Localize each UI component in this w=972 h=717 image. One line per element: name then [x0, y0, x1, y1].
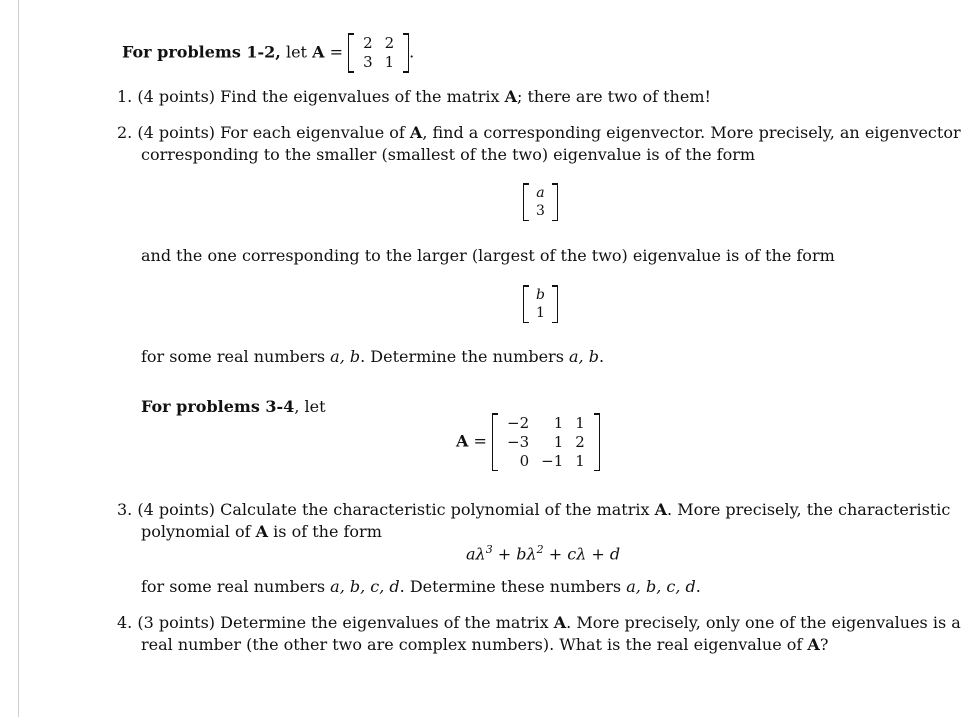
problem-2-line-4: [141, 347, 604, 366]
problem-2-line-3: and the one corresponding to the larger (largest of the two) eigenvalue is of the form: [141, 246, 835, 265]
matrix-entry: 1: [553, 432, 564, 451]
vector-b-1: [523, 285, 558, 323]
vector-a-3: [523, 183, 558, 221]
p4-l2-bold: A: [807, 635, 820, 654]
page-margin-rule: [18, 0, 19, 717]
problem-number: 4.: [117, 613, 133, 632]
p4-l2-b: ?: [819, 635, 829, 654]
vector-bracket: [523, 285, 558, 323]
problem-3-line-1: [117, 500, 950, 519]
matrix-entry: −2: [507, 414, 530, 432]
problem-3-line-3: [141, 577, 701, 596]
matrix-symbol: A: [312, 42, 325, 62]
p2-l4-c: .: [598, 347, 605, 366]
p3-l1-b: . More precisely, the characteristic: [667, 500, 951, 519]
matrix-a-3x3-equation: [456, 413, 600, 471]
p2-l1-b: , find a corresponding eigenvector. More precisely, an eigenvector: [422, 123, 961, 142]
intro-rest: let: [280, 42, 313, 62]
vector-bracket: [523, 183, 558, 221]
p3-l3-a: for some real numbers: [141, 577, 331, 596]
problem-2-line-2: corresponding to the smaller (smallest of the two) eigenvalue is of the form: [141, 145, 756, 164]
problems-1-2-intro: [122, 33, 414, 73]
matrix-entry: 1: [536, 305, 545, 322]
matrix-entry: 2: [384, 34, 395, 52]
p4-l1-a: Determine the eigenvalues of the matrix: [215, 613, 554, 632]
p3-l3-var2: a, b, c, d: [626, 577, 696, 596]
intro-rest: , let: [294, 397, 326, 416]
matrix-entry: 1: [384, 52, 395, 71]
p3-l1-bold: A: [654, 500, 668, 519]
equals-sign: =: [473, 431, 487, 451]
problem-points: (4 points): [137, 87, 216, 106]
p2-l4-var: a, b: [330, 347, 361, 366]
p3-l2-b: is of the form: [268, 522, 382, 541]
poly-a: aλ: [466, 544, 486, 564]
p3-l2-a: polynomial of: [141, 522, 256, 541]
p2-l1-a: For each eigenvalue of: [215, 123, 410, 142]
matrix-entry: 1: [575, 451, 585, 470]
matrix-entry: 1: [553, 414, 564, 432]
problem-number: 1.: [117, 87, 133, 106]
matrix-entry: 3: [363, 52, 373, 71]
poly-b: + bλ: [492, 544, 537, 564]
p1-bold: A: [504, 87, 518, 106]
matrix-a-2x2: [348, 33, 409, 73]
matrix-entry: b: [536, 287, 545, 303]
problem-points: (4 points): [137, 500, 216, 519]
matrix-symbol: A: [456, 431, 469, 451]
p2-l4-var2: a, b: [569, 347, 599, 366]
header-period: .: [409, 42, 415, 62]
p3-l3-b: . Determine these numbers: [399, 577, 627, 596]
poly-exp3: 3: [485, 543, 493, 556]
p1-text-b: ; there are two of them!: [517, 87, 711, 106]
matrix-entry: 3: [536, 203, 545, 220]
p4-l1-bold: A: [553, 613, 567, 632]
matrix-entry: −1: [541, 451, 564, 470]
matrix-entry: −3: [507, 432, 530, 451]
problem-2-line-1: [117, 123, 961, 142]
problem-4-line-1: [117, 613, 961, 632]
matrix-entry: 0: [519, 451, 530, 470]
p3-l1-a: Calculate the characteristic polynomial of the matrix: [215, 500, 655, 519]
p2-l1-bold: A: [409, 123, 423, 142]
poly-exp2: 2: [536, 543, 544, 556]
matrix-entry: 2: [575, 432, 585, 451]
matrix-a-3x3: [492, 413, 600, 471]
matrix-entry: a: [536, 185, 545, 201]
intro-bold: For problems 3-4: [141, 397, 295, 416]
p1-text-a: Find the eigenvalues of the matrix: [215, 87, 505, 106]
poly-c: + cλ + d: [543, 544, 621, 564]
intro-bold: For problems 1-2,: [122, 42, 281, 62]
p4-l2-a: real number (the other two are complex numbers). What is the real eigenvalue of: [141, 635, 808, 654]
p3-l3-c: .: [695, 577, 701, 596]
problem-3-line-2: [141, 522, 382, 541]
problem-number: 2.: [117, 123, 133, 142]
equals-sign: =: [324, 42, 343, 62]
problem-points: (3 points): [137, 613, 216, 632]
p4-l1-b: . More precisely, only one of the eigenvalues is a: [566, 613, 961, 632]
problem-points: (4 points): [137, 123, 216, 142]
matrix-entry: 1: [575, 414, 585, 432]
p3-l3-var: a, b, c, d: [330, 577, 400, 596]
p2-l4-b: . Determine the numbers: [360, 347, 569, 366]
problem-4-line-2: [141, 635, 828, 654]
matrix-entry: 2: [363, 34, 373, 52]
problem-number: 3.: [117, 500, 133, 519]
problems-3-4-intro: [141, 397, 326, 416]
characteristic-polynomial: [466, 543, 620, 564]
p3-l2-bold: A: [255, 522, 269, 541]
problem-1: [117, 87, 711, 106]
p2-l4-a: for some real numbers: [141, 347, 331, 366]
